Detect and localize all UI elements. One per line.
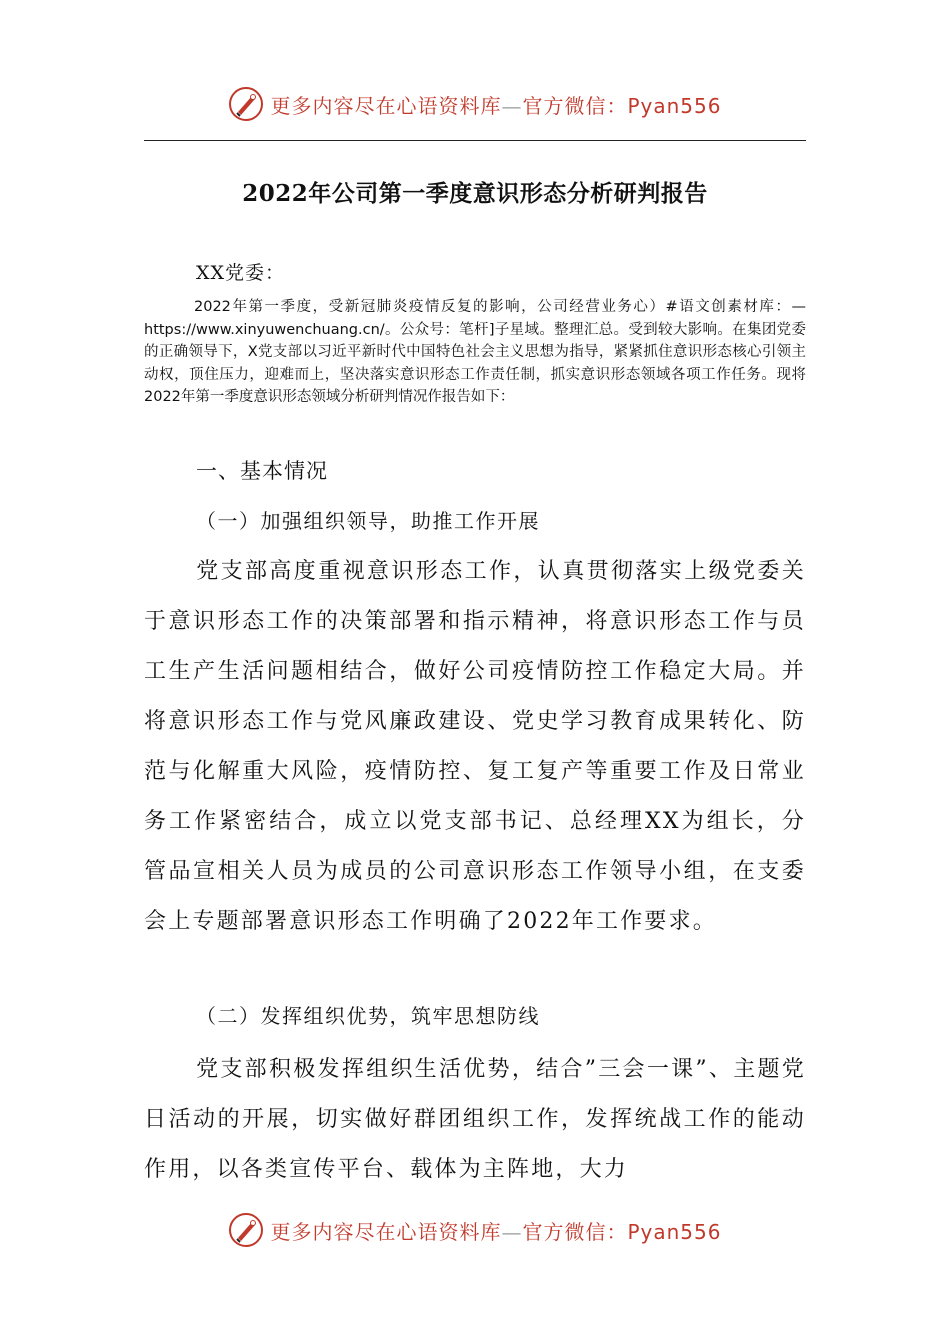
banner-main-text: 更多内容尽在心语资料库 [270,93,502,118]
body-paragraph-1 [144,547,806,947]
body-paragraph-2 [144,1045,806,1195]
header-rule [144,140,806,141]
banner-separator: — [501,1219,523,1244]
intro-text: 2022年第一季度，受新冠肺炎疫情反复的影响，公司经营业务心）#语文创素材库：—https://www.xinyuwenchuang.cn/。公众号：笔杆]子星域。整理汇总。受到较大影响。在集团党委的正确领导下，X党支部以习近平新时代中国特色社会主义思想为指导，紧紧抓住意识形态核心引领主动权，顶住压力，迎难而上，坚决落实意识形态工作责任制，抓实意识形态领域各项工作任务。现将2022年第一季度意识形态领域分析研判情况作报告如下： [144,299,806,405]
body-paragraph-2-text: 党支部积极发挥组织生活优势，结合”三会一课”、主题党日活动的开展，切实做好群团组织工作，发挥统战工作的能动作用，以各类宣传平台、载体为主阵地，大力 [144,1057,806,1182]
section-heading-basic: 一、基本情况 [196,459,328,483]
subsection-heading-1: （一）加强组织领导，助推工作开展 [196,509,540,533]
document-title: 2022年公司第一季度意识形态分析研判报告 [242,180,708,207]
intro-paragraph [144,296,806,409]
banner-separator: — [501,93,523,118]
bottom-banner [0,1208,950,1252]
banner-text [270,1216,721,1245]
banner-wechat-text: 官方微信：Pyan556 [522,1219,722,1244]
banner-text [270,90,721,119]
pen-quill-logo-icon [228,86,264,122]
salutation: XX党委： [196,262,286,284]
body-paragraph-1-text: 党支部高度重视意识形态工作，认真贯彻落实上级党委关于意识形态工作的决策部署和指示精神，将意识形态工作与员工生产生活问题相结合，做好公司疫情防控工作稳定大局。并将意识形态工作与党风廉政建设、党史学习教育成果转化、防范与化解重大风险，疫情防控、复工复产等重要工作及日常业务工作紧密结合，成立以党支部书记、总经理XX为组长，分管品宣相关人员为成员的公司意识形态工作领导小组，在支委会上专题部署意识形态工作明确了2022年工作要求。 [144,559,806,934]
pen-quill-logo-icon [228,1212,264,1248]
banner-wechat-text: 官方微信：Pyan556 [522,93,722,118]
subsection-heading-2: （二）发挥组织优势，筑牢思想防线 [196,1004,540,1028]
banner-main-text: 更多内容尽在心语资料库 [270,1219,502,1244]
top-banner [0,82,950,126]
